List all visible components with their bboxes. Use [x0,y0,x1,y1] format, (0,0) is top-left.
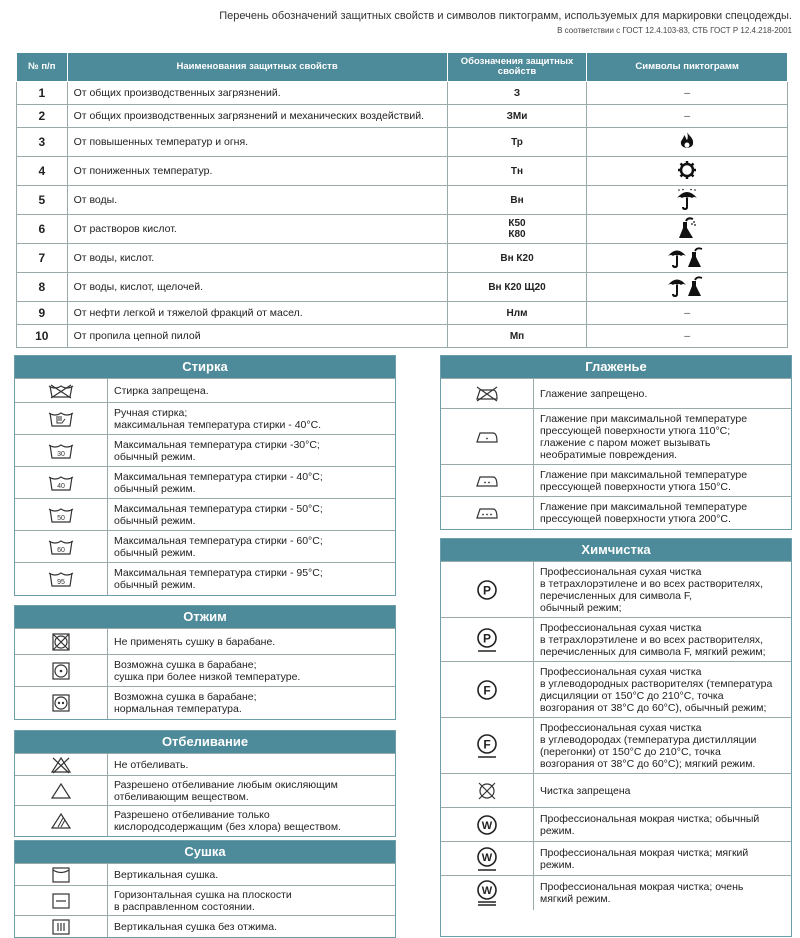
list-item [441,379,791,409]
list-item [15,499,395,531]
list-item-text: режим. [540,824,575,837]
row-code: Вн К20 [447,244,587,273]
tumble-dry-low-icon [52,662,70,680]
wet-clean-icon [476,814,498,836]
row-number: 10 [17,325,68,348]
list-item-text: в тетрахлорэтилене и во всех растворителях, [540,633,764,646]
row-number: 7 [17,244,68,273]
row-code: З [447,82,587,105]
list-item-text: возгорания от 38°С до 60°С); мягкий режим. [540,757,756,770]
row-symbol: – [587,82,788,105]
row-code: Мп [447,325,587,348]
row-symbol: – [587,325,788,348]
list-item-text: Профессиональная мокрая чистка; очень [540,880,744,893]
row-code: Нлм [447,302,587,325]
list-item-text: перечисленных для символа F, мягкий режим; [540,645,766,658]
dry-clean-p-icon [476,579,498,601]
bleaching-panel [14,730,396,837]
table-header-row [17,53,788,82]
row-name: От воды. [67,186,447,215]
protective-properties-table [16,52,788,348]
dry-clean-f-gentle-icon [476,733,498,759]
list-item [15,754,395,776]
table-row [17,128,788,157]
list-item-text: Разрешено отбеливание любым окисляющим [114,778,338,791]
acid-flask-icon [677,216,697,240]
list-item-text: дисциляции от 150°С до 210°С, точка [540,689,724,702]
row-code [447,215,587,244]
wash-95-icon [48,570,74,588]
list-item-text: Профессиональная сухая чистка [540,565,702,578]
washing-title: Стирка [15,356,395,378]
umbrella-icon [676,188,698,210]
drying-table [15,863,395,938]
dry-clean-f-icon [476,679,498,701]
row-name: От повышенных температур и огня. [67,128,447,157]
list-item [441,618,791,662]
list-item-text: Вертикальная сушка. [108,864,396,886]
dry-cleaning-title: Химчистка [441,539,791,561]
iron-medium-icon [474,473,500,489]
hand-wash-icon [48,410,74,428]
list-item-text: Профессиональная сухая чистка [540,665,702,678]
list-item-text: отбеливающим веществом. [114,790,249,803]
list-item [15,886,395,916]
line-dry-icon [52,867,70,883]
row-number: 8 [17,273,68,302]
list-item [441,842,791,876]
list-item-text: Возможна сушка в барабане; [114,658,257,671]
list-item-text: максимальная температура стирки - 40°С. [114,418,322,431]
no-iron-icon [474,386,500,402]
list-item-text: обычный режим. [114,514,196,527]
dry-flat-icon [52,893,70,909]
list-item [15,655,395,687]
list-item [15,864,395,886]
iron-high-icon [474,505,500,521]
row-number: 6 [17,215,68,244]
iron-low-icon [474,429,500,445]
wash-temp-label: 40 [57,482,65,490]
list-item-text: Максимальная температура стирки -30°С; [114,438,320,451]
list-item-text: обычный режим. [114,482,196,495]
ironing-title: Глаженье [441,356,791,378]
ironing-panel [440,355,792,530]
list-item [441,774,791,808]
list-item [441,409,791,465]
list-item-text: Не применять сушку в барабане. [108,629,396,655]
list-item-text: Глажение при максимальной температуре [540,412,748,425]
list-item-text: Вертикальная сушка без отжима. [108,916,396,938]
dry-cleaning-table [441,561,791,910]
wash-40-icon [48,474,74,492]
row-name: От общих производственных загрязнений и механических воздействий. [67,105,447,128]
row-symbol [587,215,788,244]
row-number: 5 [17,186,68,215]
list-item-text: обычный режим. [114,450,196,463]
list-item-text: Разрешено отбеливание только [114,808,270,821]
list-item [441,497,791,529]
list-item-text: Глажение при максимальной температуре [540,500,748,513]
wash-60-icon [48,538,74,556]
list-item-text: Глажение при максимальной температуре [540,468,748,481]
wash-30-icon [48,442,74,460]
list-item-text: возгорания от 38°С до 60°С), обычный режим; [540,701,767,714]
list-item-text: прессующей поверхности утюга 200°С. [540,512,731,525]
list-item [15,629,395,655]
list-item-text: перечисленных для символа F, [540,589,693,602]
list-item-text: прессующей поверхности утюга 110°С; [540,424,731,437]
list-item-text: глажение с паром может вызывать [540,436,711,449]
table-row [17,186,788,215]
list-item-text: Не отбеливать. [108,754,396,776]
tumble-dry-normal-icon [52,694,70,712]
list-item-text: Профессиональная мокрая чистка; мягкий [540,846,749,859]
table-row [17,325,788,348]
row-symbol [587,186,788,215]
list-item [15,916,395,938]
list-item-text: в расправленном состоянии. [114,900,255,913]
list-item-text: Максимальная температура стирки - 60°С; [114,534,323,547]
no-bleach-icon [50,756,72,774]
list-item [441,808,791,842]
umbrella-acid-icon [667,246,707,268]
table-row [17,215,788,244]
list-item-text: Профессиональная сухая чистка [540,721,702,734]
snowflake-icon [677,160,697,180]
list-item-text: обычный режим. [114,578,196,591]
wet-clean-letter: W [481,851,493,864]
list-item-text: в углеводородных растворителях (температура [540,677,773,690]
wet-clean-letter: W [481,819,493,832]
list-item [15,435,395,467]
spin-title: Отжим [15,606,395,628]
spin-table [15,628,395,719]
list-item-text: Максимальная температура стирки - 40°С; [114,470,323,483]
list-item [441,662,791,718]
row-name: От общих производственных загрязнений. [67,82,447,105]
row-number: 1 [17,82,68,105]
row-number: 4 [17,157,68,186]
wet-clean-very-gentle-icon [476,879,498,907]
bleaching-title: Отбеливание [15,731,395,753]
row-code: Тн [447,157,587,186]
table-row [17,82,788,105]
col-header-symbol: Символы пиктограмм [587,53,788,82]
row-code: Вн [447,186,587,215]
list-item [441,562,791,618]
list-item-text: Максимальная температура стирки - 50°С; [114,502,323,515]
list-item-text: обычный режим; [540,601,622,614]
list-item-text: кислородсодержащим (без хлора) веществом. [114,820,341,833]
row-name: От воды, кислот, щелочей. [67,273,447,302]
list-item-text: режим. [540,858,575,871]
page-title: Перечень обозначений защитных свойств и символов пиктограмм, используемых для маркировки спецодежды. [219,10,792,22]
list-item [441,718,791,774]
table-row [17,273,788,302]
wash-temp-label: 60 [57,546,65,554]
list-item-text: Профессиональная сухая чистка [540,621,702,634]
row-symbol: – [587,302,788,325]
washing-table [15,378,395,595]
col-header-code: Обозначения защитных свойств [447,53,587,82]
row-symbol [587,273,788,302]
no-tumble-dry-icon [52,633,70,651]
row-code-line: К50 [508,218,526,229]
wash-temp-label: 30 [57,450,65,458]
list-item [15,563,395,595]
row-code-line: К80 [508,229,526,240]
list-item-text: в тетрахлорэтилене и во всех растворителях, [540,577,764,590]
list-item-text: Горизонтальная сушка на плоскости [114,888,292,901]
flame-icon [678,131,696,151]
dry-clean-letter: P [482,631,492,645]
row-symbol [587,157,788,186]
bleach-icon [50,782,72,800]
row-code: Вн К20 Щ20 [447,273,587,302]
list-item-text: Максимальная температура стирки - 95°С; [114,566,323,579]
row-symbol: – [587,105,788,128]
spin-panel [14,605,396,720]
row-code: ЗМи [447,105,587,128]
list-item-text: Ручная стирка; [114,406,188,419]
list-item-text: мягкий режим. [540,892,611,905]
list-item-text: Стирка запрещена. [108,379,396,403]
wet-clean-gentle-icon [476,846,498,872]
row-number: 2 [17,105,68,128]
row-symbol [587,244,788,273]
list-item-text: Глажение запрещено. [534,379,792,409]
list-item-text: Возможна сушка в барабане; [114,690,257,703]
row-code: Тр [447,128,587,157]
list-item-text: обычный режим. [114,546,196,559]
list-item-text: Чистка запрещена [534,774,792,808]
list-item-text: прессующей поверхности утюга 150°С. [540,480,731,493]
dry-clean-letter: F [483,737,491,751]
row-symbol [587,128,788,157]
dry-clean-p-gentle-icon [476,627,498,653]
dry-clean-letter: F [483,683,491,697]
no-dry-clean-icon [476,780,498,802]
list-item [15,403,395,435]
table-row [17,302,788,325]
row-name: От пониженных температур. [67,157,447,186]
no-wash-icon [48,383,74,399]
list-item [441,876,791,910]
list-item-text: необратимые повреждения. [540,448,678,461]
non-chlorine-bleach-icon [50,812,72,830]
list-item-text: сушка при более низкой температуре. [114,670,301,683]
row-name: От растворов кислот. [67,215,447,244]
list-item-text: в углеводородах (температура дистилляции [540,733,757,746]
page-subtitle: В соответствии с ГОСТ 12.4.103-83, СТБ ГОСТ Р 12.4.218-2001 [557,26,792,35]
list-item-text: нормальная температура. [114,702,242,715]
wash-temp-label: 95 [57,578,65,586]
drying-title: Сушка [15,841,395,863]
list-item-text: Профессиональная мокрая чистка; обычный [540,812,760,825]
wash-50-icon [48,506,74,524]
dry-clean-letter: P [482,583,492,597]
row-name: От нефти легкой и тяжелой фракций от масел. [67,302,447,325]
table-row [17,157,788,186]
washing-panel [14,355,396,596]
bleaching-table [15,753,395,836]
ironing-table [441,378,791,529]
row-number: 3 [17,128,68,157]
list-item [15,687,395,719]
dry-cleaning-panel [440,538,792,937]
list-item-text: (перегонки) от 150°С до 210°С, точка [540,745,721,758]
row-name: От воды, кислот. [67,244,447,273]
drip-dry-icon [52,919,70,935]
list-item [15,806,395,836]
list-item [15,531,395,563]
table-row [17,244,788,273]
umbrella-acid-icon [667,275,707,297]
table-row [17,105,788,128]
row-number: 9 [17,302,68,325]
wash-temp-label: 50 [57,514,65,522]
col-header-name: Наименования защитных свойств [67,53,447,82]
col-header-number: № п/п [17,53,68,82]
list-item [15,776,395,806]
drying-panel [14,840,396,938]
wet-clean-letter: W [481,884,493,897]
list-item [15,379,395,403]
list-item [441,465,791,497]
row-name: От пропила цепной пилой [67,325,447,348]
list-item [15,467,395,499]
